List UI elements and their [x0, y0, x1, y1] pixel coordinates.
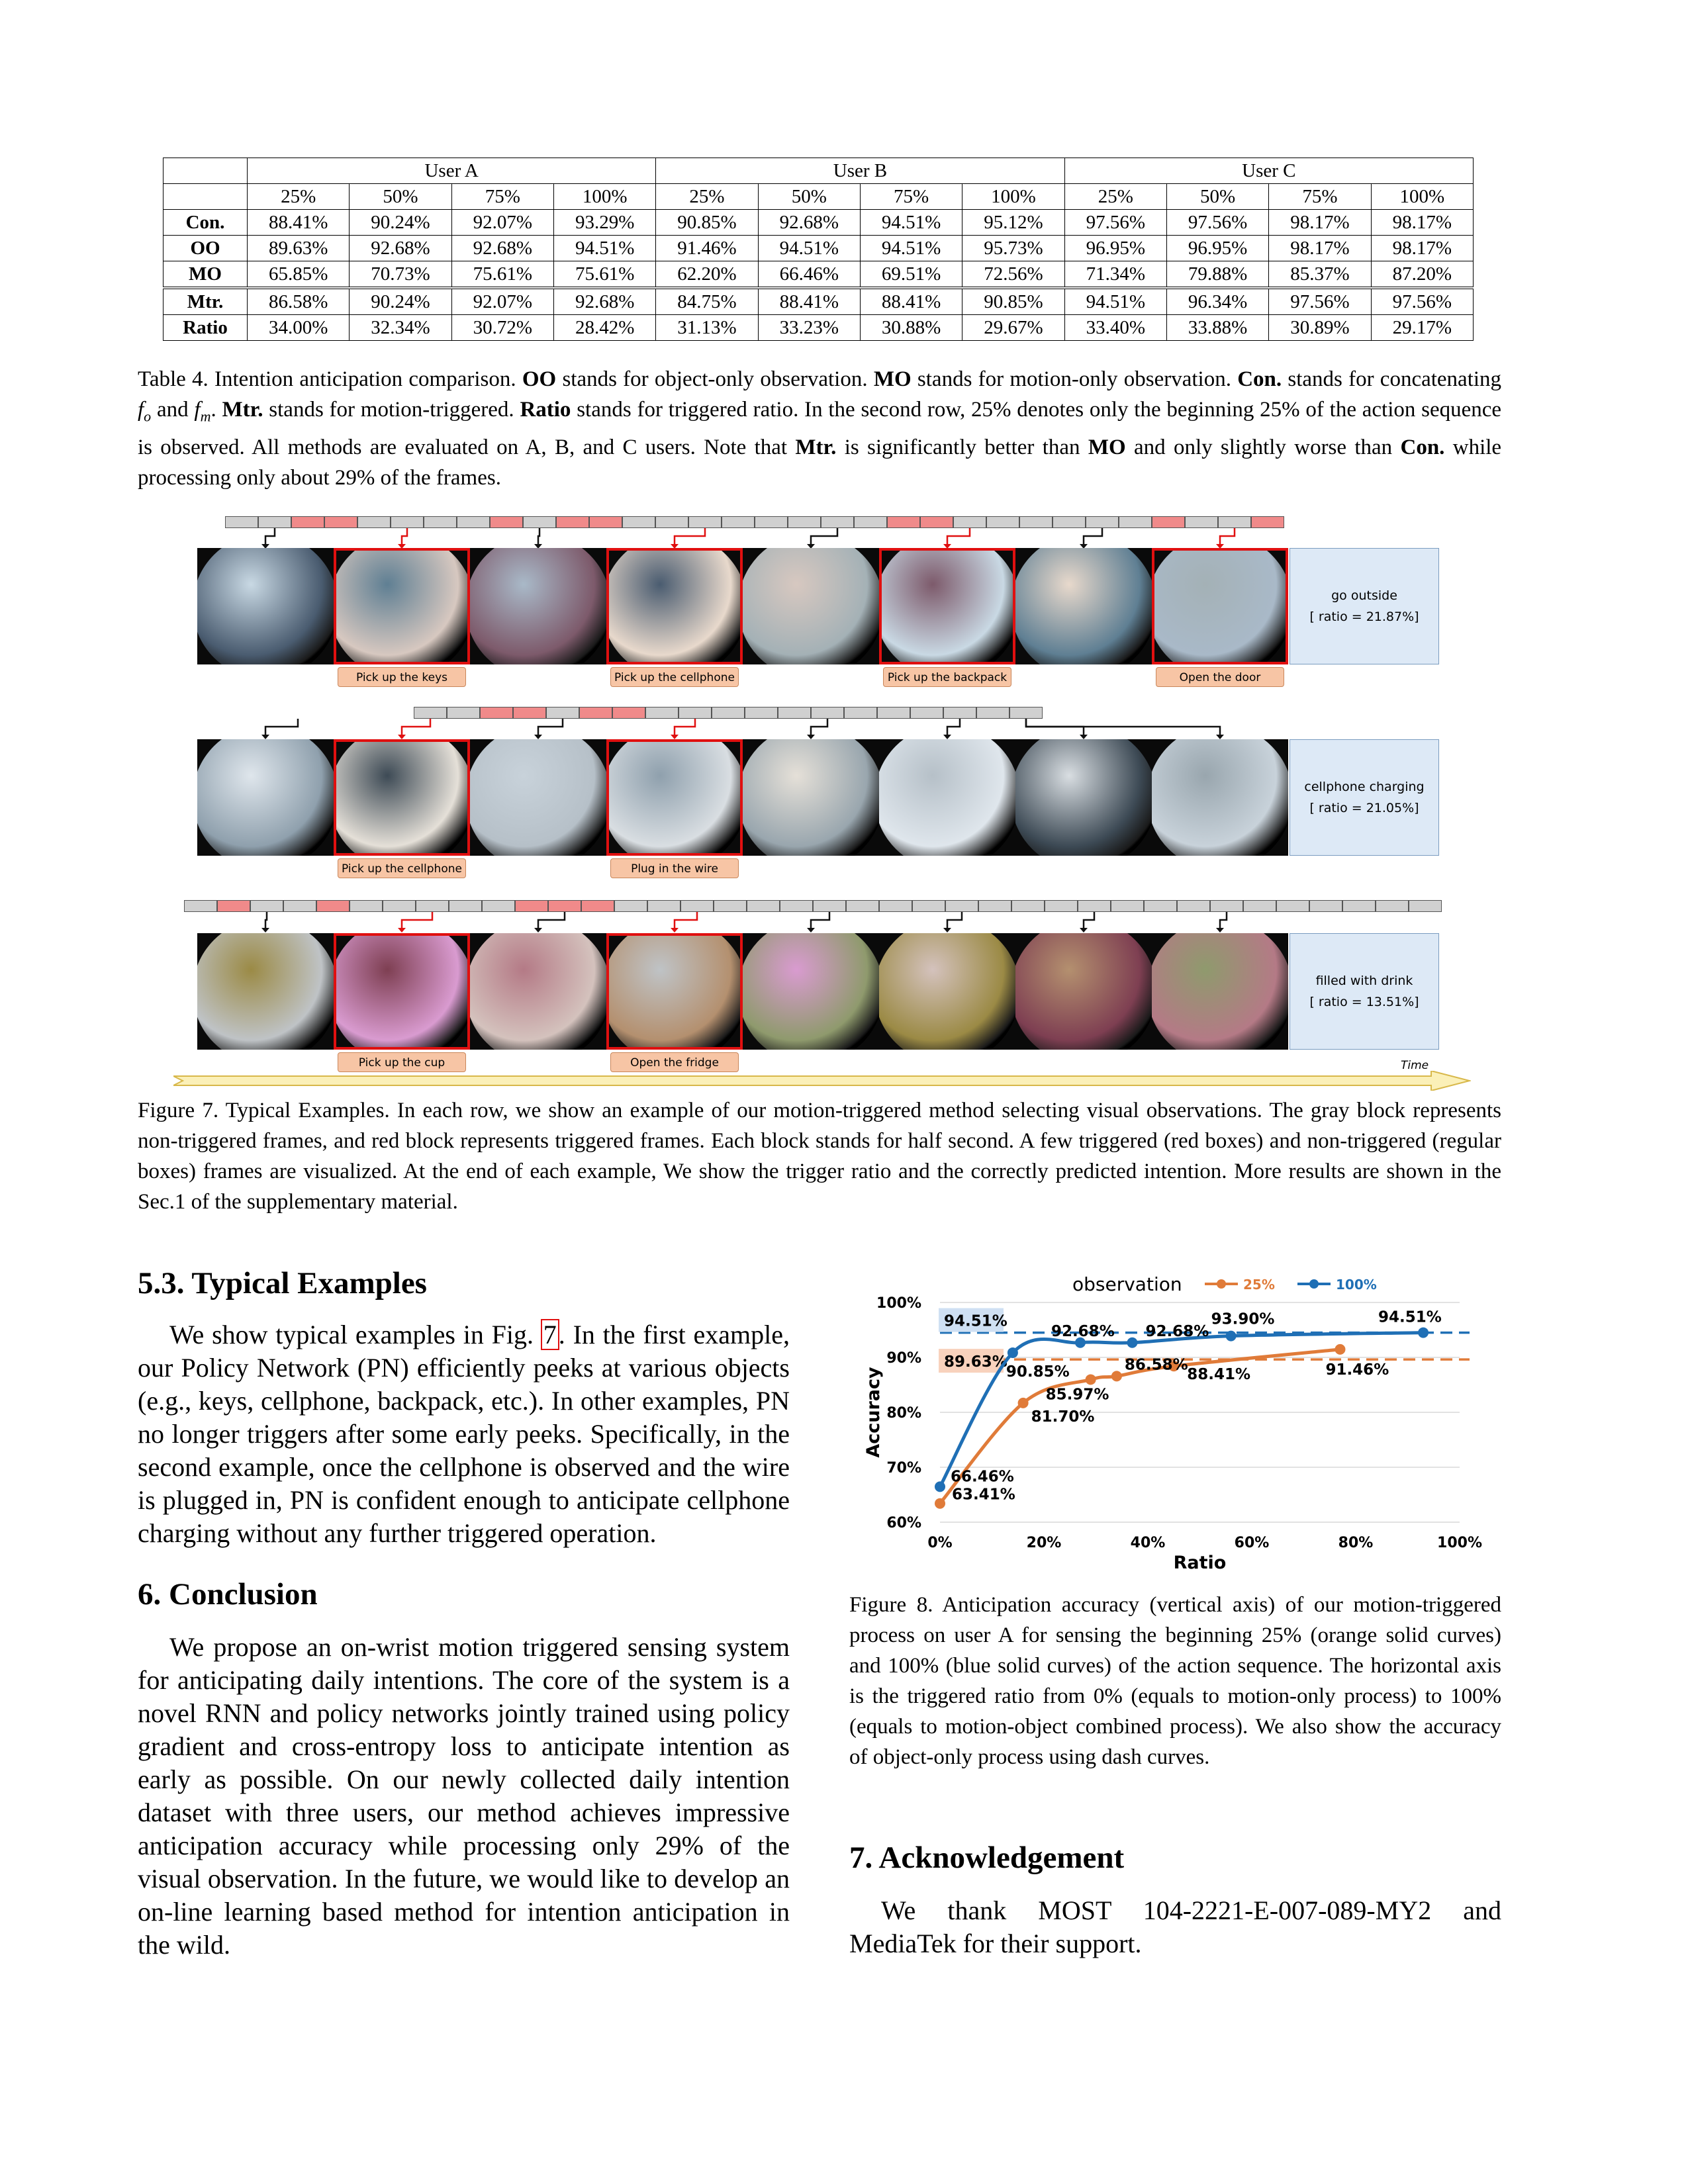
- trigger-strip: [225, 516, 1284, 528]
- non-triggered-block: [714, 900, 747, 912]
- table-cell: 93.29%: [553, 210, 655, 236]
- table-cell: 95.73%: [962, 236, 1064, 261]
- table-4-caption: Table 4. Intention anticipation comparison. OO stands for object-only observation. MO stands for motion-only observation. Con. stands for concatenating $f_o$ and $f_m$. Mtr. stands for motion-triggered. Ratio stands for triggered ratio. In the second row, 25% denotes only the beginning 25% of the action sequence is observed. All methods are evaluated on A, B, and C users. Note that Mtr. is significantly better than MO and only slightly worse than Con. while processing only about 29% of the frames.: [138, 367, 1502, 490]
- data-point: [1226, 1331, 1237, 1342]
- action-label: Pick up the cup: [338, 1052, 466, 1072]
- triggered-frame-image: [334, 933, 470, 1050]
- non-triggered-block: [283, 900, 316, 912]
- y-tick-label: 80%: [886, 1405, 921, 1422]
- non-triggered-block: [482, 900, 515, 912]
- non-triggered-block: [978, 900, 1011, 912]
- table-cell: 94.51%: [860, 236, 962, 261]
- non-triggered-block: [854, 516, 887, 528]
- fig-7-link[interactable]: 7: [541, 1320, 559, 1349]
- table-cell: 90.85%: [656, 210, 758, 236]
- table-cell: 29.67%: [962, 315, 1064, 341]
- table-cell: 96.34%: [1166, 288, 1268, 315]
- reference-label: 94.51%: [944, 1312, 1008, 1330]
- table-cell: 33.40%: [1064, 315, 1166, 341]
- triggered-block: [513, 707, 546, 719]
- non-triggered-block: [1185, 516, 1218, 528]
- row-label: MO: [164, 261, 248, 289]
- frame-image: [470, 739, 606, 856]
- table-cell: 30.72%: [451, 315, 553, 341]
- frame-image: [879, 739, 1015, 856]
- table-row: [164, 261, 1474, 289]
- percent-header: 100%: [553, 184, 655, 210]
- percent-header: 25%: [248, 184, 350, 210]
- non-triggered-block: [647, 900, 680, 912]
- non-triggered-block: [457, 516, 490, 528]
- triggered-frame-image: [1152, 548, 1288, 664]
- non-triggered-block: [1086, 516, 1119, 528]
- non-triggered-block: [184, 900, 217, 912]
- non-triggered-block: [546, 707, 579, 719]
- frame-image: [1152, 739, 1288, 856]
- table-cell: 98.17%: [1269, 210, 1371, 236]
- triggered-block: [556, 516, 589, 528]
- frame-row: [197, 739, 1288, 856]
- data-label: 93.90%: [1211, 1310, 1275, 1328]
- table-cell: 86.58%: [248, 288, 350, 315]
- non-triggered-block: [953, 516, 986, 528]
- table-cell: 88.41%: [860, 288, 962, 315]
- row-label: OO: [164, 236, 248, 261]
- data-label: 92.68%: [1051, 1322, 1115, 1340]
- triggered-block: [316, 900, 350, 912]
- data-label: 88.41%: [1187, 1366, 1251, 1384]
- table-cell: 98.17%: [1269, 236, 1371, 261]
- table-cell: 33.23%: [758, 315, 860, 341]
- frame-image: [1152, 933, 1288, 1050]
- connector-arrows: [0, 912, 1688, 933]
- triggered-block: [581, 900, 614, 912]
- y-axis-label: Accuracy: [863, 1367, 884, 1458]
- table-cell: 30.88%: [860, 315, 962, 341]
- table-cell: 33.88%: [1166, 315, 1268, 341]
- x-tick-label: 100%: [1437, 1535, 1482, 1551]
- non-triggered-block: [416, 900, 449, 912]
- non-triggered-block: [1078, 900, 1111, 912]
- non-triggered-block: [1019, 516, 1053, 528]
- non-triggered-block: [844, 707, 877, 719]
- triggered-block: [480, 707, 513, 719]
- figure-8-caption: Figure 8. Anticipation accuracy (vertical axis) of our motion-triggered process on user A for sensing the beginning 25% (orange solid curves) and 100% (blue solid curves) of the action sequence. The horizontal axis is the triggered ratio from 0% (equals to motion-only process) to 100% (equals to motion-object combined process). We also show the accuracy of object-only process using dash curves.: [849, 1593, 1501, 1769]
- row-label: Con.: [164, 210, 248, 236]
- row-label: Ratio: [164, 315, 248, 341]
- data-point: [1008, 1347, 1018, 1358]
- non-triggered-block: [383, 900, 416, 912]
- triggered-block: [291, 516, 324, 528]
- non-triggered-block: [1218, 516, 1251, 528]
- non-triggered-block: [1276, 900, 1309, 912]
- predicted-intention-box: [1289, 548, 1439, 664]
- triggered-block: [217, 900, 250, 912]
- table-cell: 94.51%: [860, 210, 962, 236]
- non-triggered-block: [523, 516, 556, 528]
- non-triggered-block: [449, 900, 482, 912]
- data-point: [1111, 1371, 1122, 1381]
- triggered-block: [1251, 516, 1284, 528]
- figure-7-caption: Figure 7. Typical Examples. In each row, we show an example of our motion-triggered method selecting visual observations. The gray block represents non-triggered frames, and red block represents triggered frames. Each block stands for half second. A few triggered (red boxes) and non-triggered (regular boxes) frames are visualized. At the end of each example, We show the trigger ratio and the correctly predicted intention. More results are shown in the Sec.1 of the supplementary material.: [138, 1099, 1501, 1214]
- section-6-text: We propose an on-wrist motion triggered sensing system for anticipating daily intentions. The core of the system is a novel RNN and policy networks jointly trained using policy gradient and cross-entropy loss to anticipate intention as early as possible. On our newly collected daily intention dataset with three users, our method achieves impressive anticipation accuracy while processing only 29% of the visual observation. In the future, we would like to develop an on-line learning based method for intention anticipation in the wild.: [138, 1632, 790, 1960]
- figure-8-chart: [847, 1271, 1503, 1595]
- y-tick-label: 70%: [886, 1460, 921, 1477]
- triggered-block: [612, 707, 645, 719]
- user-group-header: User C: [1064, 158, 1473, 184]
- table-cell: 30.89%: [1269, 315, 1371, 341]
- data-label: 94.51%: [1378, 1308, 1442, 1326]
- table-cell: 97.56%: [1371, 288, 1473, 315]
- table-cell: 28.42%: [553, 315, 655, 341]
- table-row: [164, 288, 1474, 315]
- table-cell: 97.56%: [1064, 210, 1166, 236]
- table-row: [164, 315, 1474, 341]
- table-cell: 85.37%: [1269, 261, 1371, 289]
- non-triggered-block: [1177, 900, 1210, 912]
- table-row: [164, 210, 1474, 236]
- table-cell: 84.75%: [656, 288, 758, 315]
- legend-entry: 25%: [1243, 1277, 1275, 1293]
- triggered-block: [887, 516, 920, 528]
- frame-image: [470, 548, 606, 664]
- non-triggered-block: [1376, 900, 1409, 912]
- time-arrow: [173, 1071, 1471, 1091]
- frame-image: [743, 933, 879, 1050]
- data-point: [1335, 1344, 1345, 1355]
- non-triggered-block: [1144, 900, 1177, 912]
- corner-cell: [164, 158, 248, 184]
- frame-image: [743, 548, 879, 664]
- triggered-frame-image: [879, 548, 1015, 664]
- table-cell: 97.56%: [1269, 288, 1371, 315]
- non-triggered-block: [1045, 900, 1078, 912]
- percent-header: 75%: [1269, 184, 1371, 210]
- triggered-frame-image: [606, 739, 743, 856]
- connector-arrows: [0, 528, 1688, 549]
- non-triggered-block: [680, 900, 714, 912]
- percent-header: 25%: [656, 184, 758, 210]
- frame-image: [470, 933, 606, 1050]
- non-triggered-block: [813, 900, 846, 912]
- non-triggered-block: [1053, 516, 1086, 528]
- non-triggered-block: [986, 516, 1019, 528]
- table-row: [164, 236, 1474, 261]
- data-label: 85.97%: [1045, 1386, 1109, 1404]
- table-cell: 96.95%: [1064, 236, 1166, 261]
- non-triggered-block: [414, 707, 447, 719]
- non-triggered-block: [712, 707, 745, 719]
- data-point: [1018, 1398, 1029, 1408]
- non-triggered-block: [879, 900, 912, 912]
- non-triggered-block: [645, 707, 679, 719]
- trigger-ratio-label: [ ratio = 21.05%]: [1309, 801, 1419, 815]
- data-point: [1127, 1338, 1137, 1348]
- percent-header: 25%: [1064, 184, 1166, 210]
- action-label: Pick up the backpack: [883, 667, 1011, 687]
- corner-cell: [164, 184, 248, 210]
- triggered-block: [515, 900, 548, 912]
- non-triggered-block: [722, 516, 755, 528]
- table-cell: 31.13%: [656, 315, 758, 341]
- non-triggered-block: [614, 900, 647, 912]
- x-tick-label: 20%: [1026, 1535, 1062, 1551]
- y-tick-label: 100%: [876, 1295, 921, 1312]
- table-cell: 90.85%: [962, 288, 1064, 315]
- non-triggered-block: [811, 707, 844, 719]
- non-triggered-block: [976, 707, 1009, 719]
- non-triggered-block: [846, 900, 879, 912]
- data-label: 63.41%: [952, 1486, 1015, 1504]
- non-triggered-block: [679, 707, 712, 719]
- user-group-header: User B: [656, 158, 1064, 184]
- table-cell: 92.68%: [758, 210, 860, 236]
- non-triggered-block: [788, 516, 821, 528]
- table-cell: 97.56%: [1166, 210, 1268, 236]
- non-triggered-block: [1342, 900, 1376, 912]
- non-triggered-block: [688, 516, 722, 528]
- non-triggered-block: [357, 516, 391, 528]
- table-cell: 90.24%: [350, 288, 451, 315]
- legend-marker: [1217, 1279, 1226, 1289]
- non-triggered-block: [225, 516, 258, 528]
- non-triggered-block: [912, 900, 945, 912]
- predicted-intention-box: [1289, 933, 1439, 1050]
- data-label: 90.85%: [1006, 1363, 1070, 1381]
- non-triggered-block: [821, 516, 854, 528]
- data-label: 91.46%: [1325, 1361, 1389, 1379]
- table-cell: 94.51%: [553, 236, 655, 261]
- section-7-title: 7. Acknowledgement: [849, 1841, 1125, 1875]
- frame-image: [197, 739, 334, 856]
- non-triggered-block: [1309, 900, 1342, 912]
- triggered-frame-image: [334, 739, 470, 856]
- frame-row: [197, 933, 1288, 1050]
- table-cell: 94.51%: [1064, 288, 1166, 315]
- frame-image: [1015, 933, 1152, 1050]
- non-triggered-block: [780, 900, 813, 912]
- non-triggered-block: [1409, 900, 1442, 912]
- triggered-block: [589, 516, 622, 528]
- non-triggered-block: [1243, 900, 1276, 912]
- action-label: Pick up the keys: [338, 667, 466, 687]
- non-triggered-block: [258, 516, 291, 528]
- non-triggered-block: [1009, 707, 1043, 719]
- non-triggered-block: [910, 707, 943, 719]
- trigger-strip: [414, 707, 1043, 719]
- reference-label: 89.63%: [944, 1353, 1008, 1371]
- table-cell: 72.56%: [962, 261, 1064, 289]
- frame-image: [197, 933, 334, 1050]
- table-cell: 92.68%: [553, 288, 655, 315]
- non-triggered-block: [655, 516, 688, 528]
- data-point: [935, 1498, 945, 1509]
- table-cell: 62.20%: [656, 261, 758, 289]
- non-triggered-block: [1119, 516, 1152, 528]
- frame-row: [197, 548, 1288, 664]
- non-triggered-block: [447, 707, 480, 719]
- time-label: Time: [1401, 1059, 1429, 1072]
- data-point: [1418, 1328, 1429, 1338]
- predicted-intention-box: [1289, 739, 1439, 856]
- table-cell: 69.51%: [860, 261, 962, 289]
- legend-entry: 100%: [1336, 1277, 1377, 1293]
- percent-header: 100%: [1371, 184, 1473, 210]
- legend-title: observation: [1072, 1273, 1182, 1295]
- table-cell: 95.12%: [962, 210, 1064, 236]
- triggered-block: [548, 900, 581, 912]
- percent-header: 50%: [350, 184, 451, 210]
- table-cell: 71.34%: [1064, 261, 1166, 289]
- section-6-title: 6. Conclusion: [138, 1577, 318, 1612]
- data-point: [935, 1481, 945, 1492]
- table-cell: 87.20%: [1371, 261, 1473, 289]
- percent-header: 50%: [1166, 184, 1268, 210]
- data-point: [1086, 1374, 1096, 1385]
- non-triggered-block: [945, 900, 978, 912]
- table-cell: 29.17%: [1371, 315, 1473, 341]
- percent-header: 100%: [962, 184, 1064, 210]
- section-5-3-title: 5.3. Typical Examples: [138, 1266, 427, 1300]
- x-tick-label: 40%: [1130, 1535, 1166, 1551]
- table-cell: 66.46%: [758, 261, 860, 289]
- triggered-frame-image: [334, 548, 470, 664]
- table-cell: 98.17%: [1371, 236, 1473, 261]
- action-label: Pick up the cellphone: [610, 667, 739, 687]
- trigger-ratio-label: [ ratio = 13.51%]: [1309, 995, 1419, 1009]
- frame-image: [743, 739, 879, 856]
- non-triggered-block: [755, 516, 788, 528]
- intention-label: go outside: [1331, 588, 1397, 603]
- table-cell: 75.61%: [553, 261, 655, 289]
- non-triggered-block: [778, 707, 811, 719]
- triggered-frame-image: [606, 933, 743, 1050]
- data-label: 92.68%: [1145, 1322, 1209, 1340]
- table-cell: 32.34%: [350, 315, 451, 341]
- triggered-block: [920, 516, 953, 528]
- triggered-block: [324, 516, 357, 528]
- percent-header: 75%: [860, 184, 962, 210]
- non-triggered-block: [1011, 900, 1045, 912]
- non-triggered-block: [1111, 900, 1144, 912]
- row-label: Mtr.: [164, 288, 248, 315]
- table-cell: 96.95%: [1166, 236, 1268, 261]
- intention-label: filled with drink: [1315, 974, 1413, 988]
- table-cell: 65.85%: [248, 261, 350, 289]
- non-triggered-block: [943, 707, 976, 719]
- non-triggered-block: [424, 516, 457, 528]
- y-tick-label: 60%: [886, 1515, 921, 1531]
- table-cell: 92.07%: [451, 288, 553, 315]
- section-7-text: We thank MOST 104-2221-E-007-089-MY2 and MediaTek for their support.: [849, 1895, 1501, 1958]
- non-triggered-block: [747, 900, 780, 912]
- table-cell: 94.51%: [758, 236, 860, 261]
- section-5-3-text: We show typical examples in Fig. 7. In the first example, our Policy Network (PN) efficiently peeks at various objects (e.g., keys, cellphone, backpack, etc.). In other examples, PN no longer triggers after some early peeks. Specifically, in the second example, once the cellphone is observed and the wire is plugged in, PN is confident enough to anticipate cellphone charging without any further triggered operation.: [138, 1320, 790, 1548]
- frame-image: [197, 548, 334, 664]
- data-label: 86.58%: [1124, 1356, 1188, 1374]
- y-tick-label: 90%: [886, 1350, 921, 1367]
- frame-image: [1015, 548, 1152, 664]
- x-axis-label: Ratio: [1173, 1553, 1227, 1573]
- table-cell: 92.68%: [350, 236, 451, 261]
- user-group-header: User A: [248, 158, 656, 184]
- table-cell: 34.00%: [248, 315, 350, 341]
- intention-label: cellphone charging: [1304, 780, 1425, 794]
- table-cell: 98.17%: [1371, 210, 1473, 236]
- table-cell: 79.88%: [1166, 261, 1268, 289]
- action-label: Open the fridge: [610, 1052, 739, 1072]
- action-label: Open the door: [1156, 667, 1284, 687]
- trigger-ratio-label: [ ratio = 21.87%]: [1309, 610, 1419, 624]
- trigger-strip: [184, 900, 1442, 912]
- table-cell: 89.63%: [248, 236, 350, 261]
- data-label: 66.46%: [951, 1468, 1014, 1486]
- x-tick-label: 60%: [1234, 1535, 1270, 1551]
- triggered-block: [490, 516, 523, 528]
- triggered-block: [1152, 516, 1185, 528]
- non-triggered-block: [350, 900, 383, 912]
- table-cell: 75.61%: [451, 261, 553, 289]
- non-triggered-block: [1210, 900, 1243, 912]
- x-tick-label: 0%: [927, 1535, 953, 1551]
- triggered-frame-image: [606, 548, 743, 664]
- table-cell: 92.07%: [451, 210, 553, 236]
- action-label: Plug in the wire: [610, 858, 739, 878]
- frame-image: [1015, 739, 1152, 856]
- table-cell: 90.24%: [350, 210, 451, 236]
- non-triggered-block: [745, 707, 778, 719]
- x-tick-label: 80%: [1338, 1535, 1374, 1551]
- action-label: Pick up the cellphone: [338, 858, 466, 878]
- percent-header: 50%: [758, 184, 860, 210]
- non-triggered-block: [877, 707, 910, 719]
- results-table: [163, 158, 1474, 341]
- percent-header: 75%: [451, 184, 553, 210]
- data-label: 81.70%: [1031, 1408, 1095, 1426]
- table-cell: 88.41%: [248, 210, 350, 236]
- table-cell: 91.46%: [656, 236, 758, 261]
- non-triggered-block: [250, 900, 283, 912]
- table-cell: 70.73%: [350, 261, 451, 289]
- frame-image: [879, 933, 1015, 1050]
- non-triggered-block: [391, 516, 424, 528]
- table-cell: 88.41%: [758, 288, 860, 315]
- non-triggered-block: [622, 516, 655, 528]
- table-cell: 92.68%: [451, 236, 553, 261]
- triggered-block: [579, 707, 612, 719]
- connector-arrows: [0, 719, 1688, 740]
- legend-marker: [1309, 1279, 1319, 1289]
